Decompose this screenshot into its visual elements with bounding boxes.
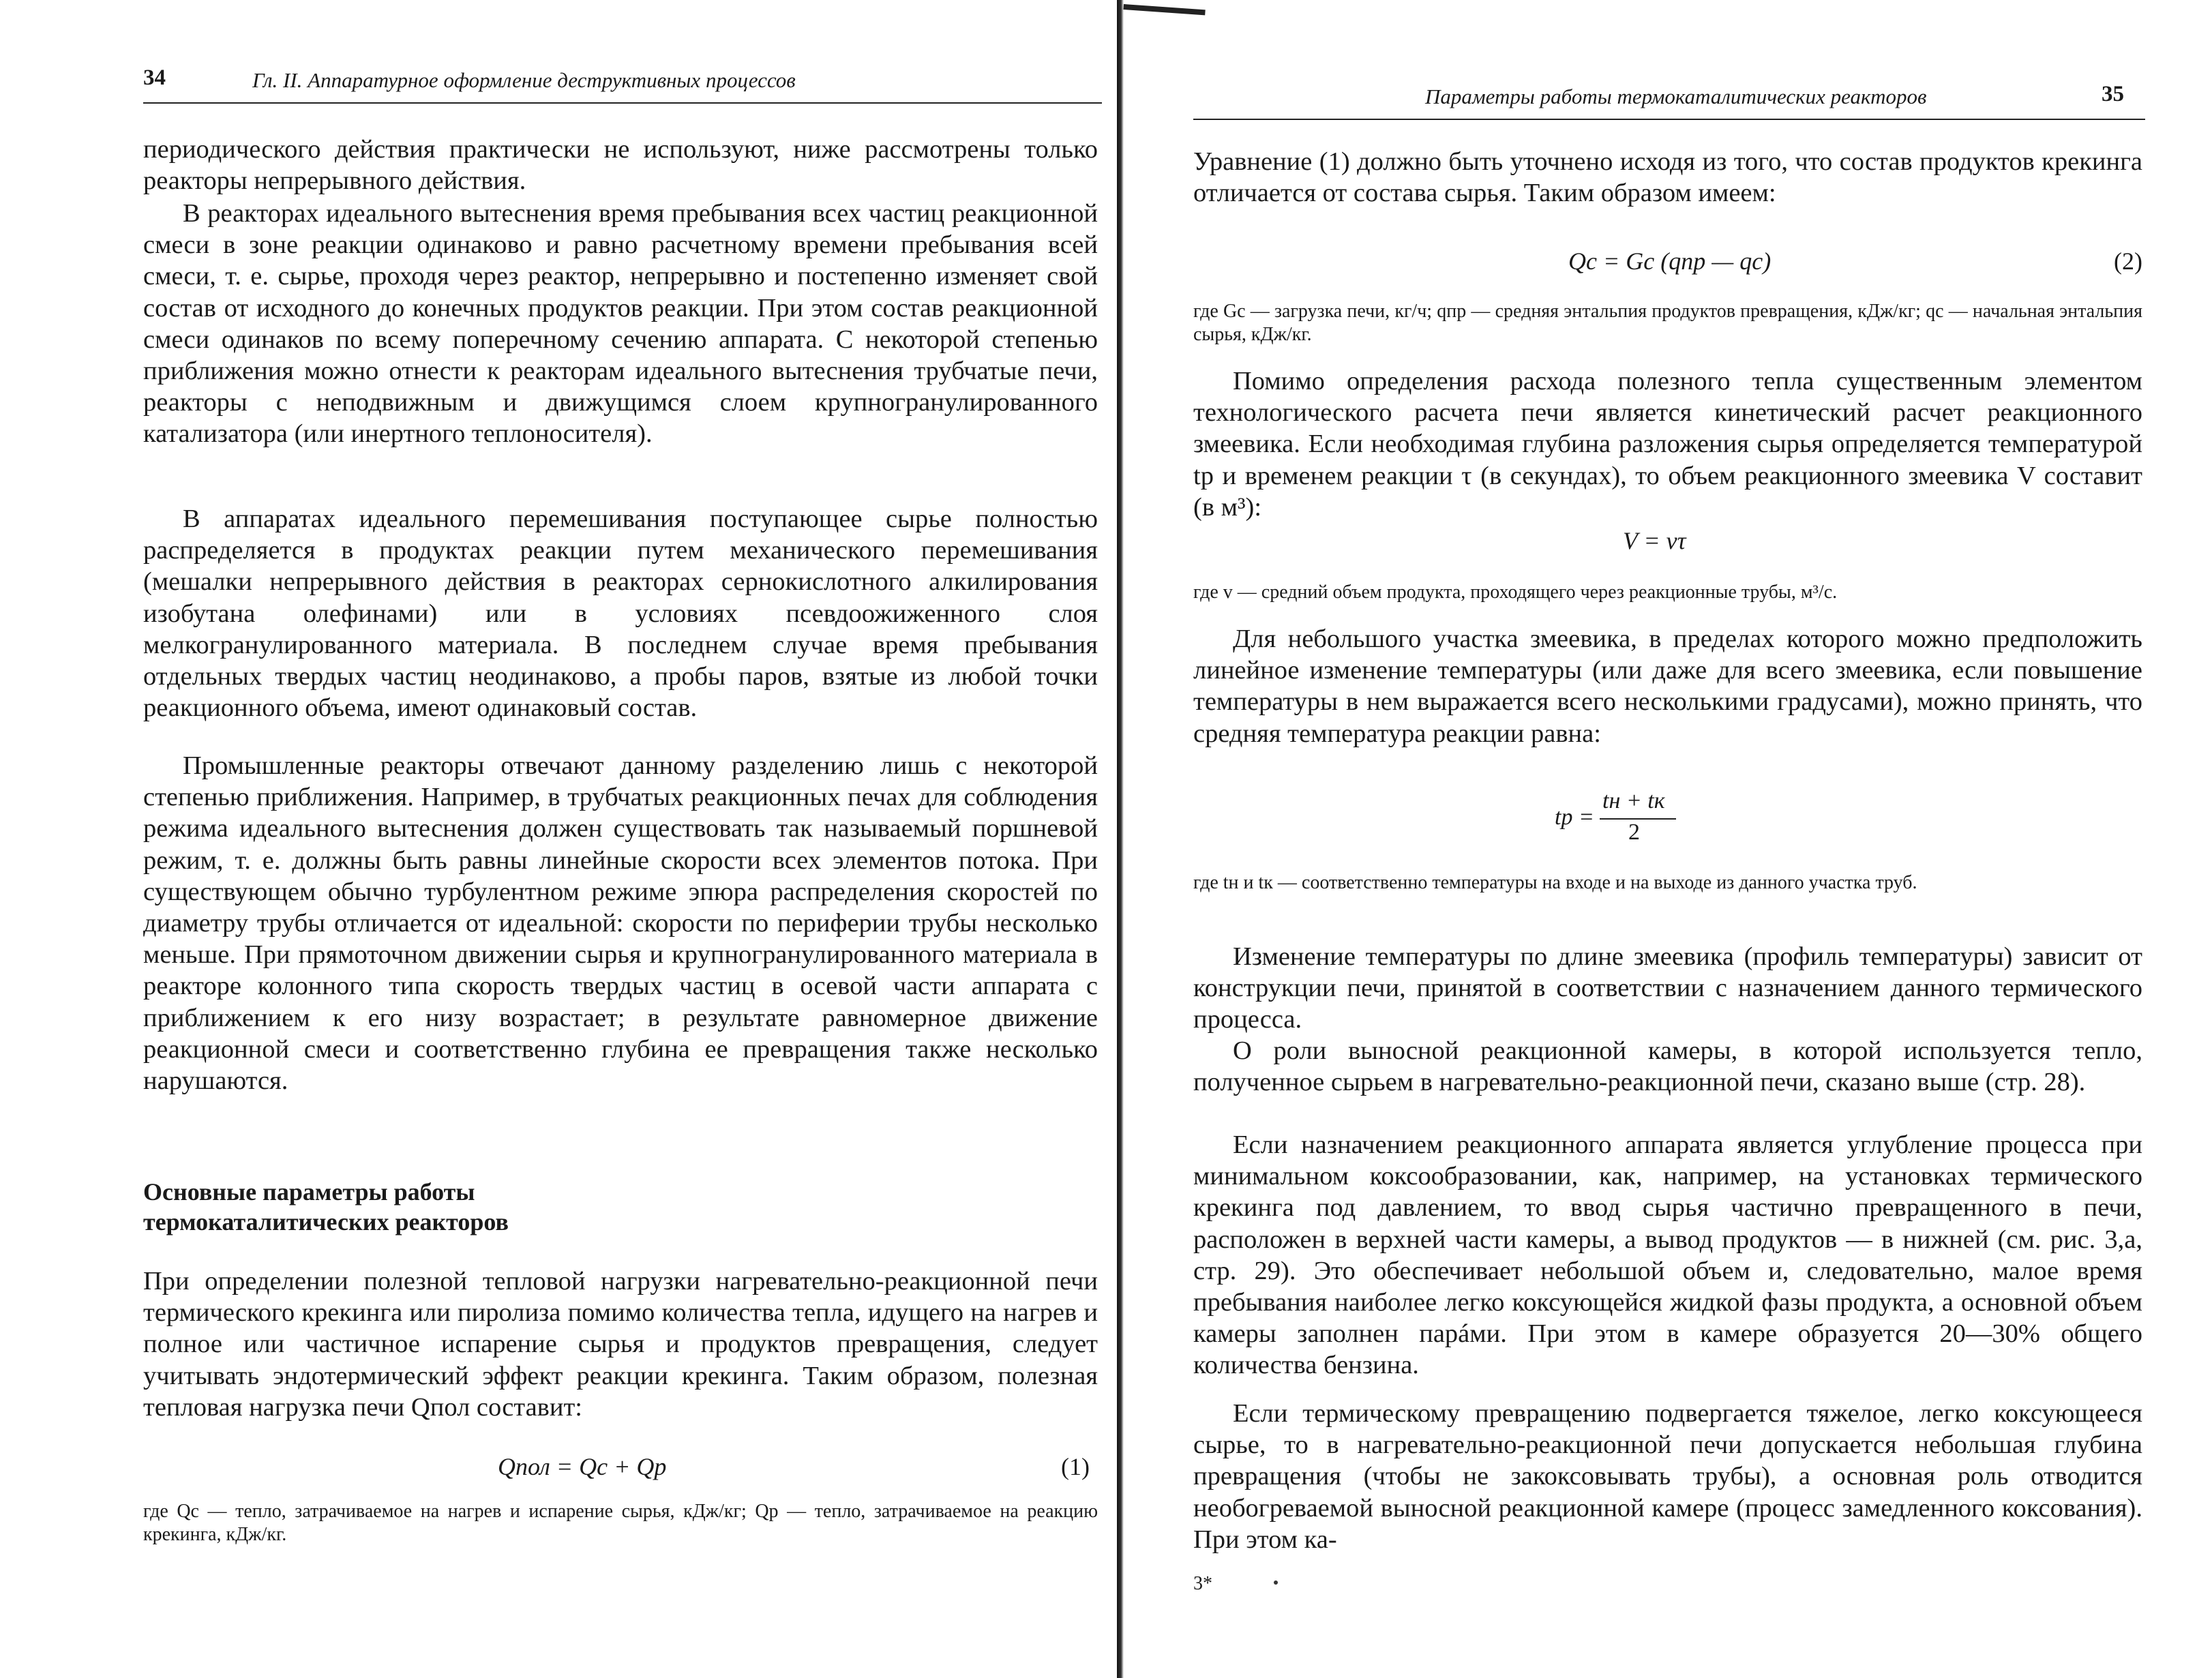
right-paragraph-5: О роли выносной реакционной камеры, в которой используется тепло, полученное сырьем в нагревательно-реакционной печи, сказано выше (стр. 28). [1193, 1036, 2142, 1097]
right-page [1105, 0, 2212, 1678]
left-paragraph-1: периодического действия практически не используют, ниже рассмотрены только реакторы непрерывного действия. [143, 135, 1098, 196]
left-running-header: Гл. II. Аппаратурное оформление деструктивных процессов [252, 68, 796, 92]
signature-mark: 3* [1193, 1573, 1212, 1594]
section-heading-line-2: термокаталитических реакторов [143, 1208, 509, 1235]
formula-2: Qс = Gс (qпр — qс) [1568, 248, 1772, 275]
right-paragraph-4: Изменение температуры по длине змеевика (профиль температуры) зависит от конструкции печи, принятой в соответствии с назначением данного термического процесса. [1193, 942, 2142, 1034]
formula-4 [1555, 788, 1691, 856]
right-paragraph-1: Уравнение (1) должно быть уточнено исходя из того, что состав продуктов крекинга отличается от состава сырья. Таким образом имеем: [1193, 147, 2142, 208]
formula-4-lhs: tр = [1555, 805, 1594, 830]
right-header-rule [1193, 119, 2145, 120]
left-page [0, 0, 1105, 1678]
right-paragraph-6: Если назначением реакционного аппарата является углубление процесса при минимальном коксообразовании, как, например, на установках термического крекинга под давлением, то ввод сырья частично превращенного в печи, расположен в верхней части камеры, а вывод продуктов — в нижней (см. рис. 3,а, стр. 29). Это обеспечивает небольшой объем и, следовательно, малое время пребывания наиболее легко коксующейся жидкой фазы продукта, а основной объем камеры заполнен парáми. При этом в камере образуется 20—30% общего количества бензина. [1193, 1130, 2142, 1380]
section-heading [143, 1177, 509, 1237]
right-page-number: 35 [2102, 82, 2124, 106]
left-page-number: 34 [143, 65, 166, 90]
speck-mark [1274, 1580, 1278, 1585]
formula-2-number: (2) [2114, 248, 2142, 275]
right-note-3: где v — средний объем продукта, проходящего через реакционные трубы, м³/с. [1193, 582, 1838, 603]
right-paragraph-2: Помимо определения расхода полезного тепла существенным элементом технологического расчета печи является кинетический расчет реакционного змеевика. Если необходимая глубина разложения сырья определяется температурой tр и временем реакции τ (в секундах), то объем реакционного змеевика V составит (в м³): [1193, 367, 2142, 522]
right-running-header: Параметры работы термокаталитических реакторов [1425, 85, 1927, 108]
section-paragraph: При определении полезной тепловой нагрузки нагревательно-реакционной печи термического крекинга или пиролиза помимо количества тепла, идущего на нагрев и полное или частичное испарение сырья и продуктов превращения, следует учитывать эндотермический эффект реакции крекинга. Таким образом, полезная тепловая нагрузка печи Qпол составит: [143, 1267, 1098, 1422]
left-note-1: где Qс — тепло, затрачиваемое на нагрев и испарение сырья, кДж/кг; Qр — тепло, затрачиваемое на реакцию крекинга, кДж/кг. [143, 1501, 1098, 1545]
section-heading-line-1: Основные параметры работы [143, 1178, 475, 1205]
left-paragraph-2: В реакторах идеального вытеснения время пребывания всех частиц реакционной смеси в зоне реакции одинаково и равно расчетному времени пребывания всей смеси, т. е. сырье, проходя через реактор, непрерывно и постепенно изменяет свой состав от исходного до конечных продуктов реакции. При этом состав реакционной смеси одинаков по всему поперечному сечению аппарата. С некоторой степенью приближения можно отнести к реакторам идеального вытеснения трубчатые печи, реакторы с неподвижным и движущимся слоем крупногранулированного катализатора (или инертного теплоносителя). [143, 199, 1098, 449]
formula-3: V = vτ [1623, 527, 1686, 554]
formula-4-numerator: tн + tк [1602, 788, 1665, 813]
left-paragraph-4: Промышленные реакторы отвечают данному разделению лишь с некоторой степенью приближения. Например, в трубчатых реакционных печах для соблюдения режима идеального вытеснения должен существовать так называемый поршневой режим, т. е. должны быть равны линейные скорости всех элементов потока. При существующем обычно турбулентном режиме эпюра распределения скоростей по диаметру трубы отличается от идеальной: скорости по периферии трубы несколько меньше. При прямоточном движении сырья и крупногранулированного материала в реакторе колонного типа скорость твердых частиц в осевой части аппарата с приближением к его низу возрастает; в результате равномерное движение реакционной смеси и соответственно глубина ее превращения также несколько нарушаются. [143, 751, 1098, 1096]
left-header-rule [143, 102, 1102, 104]
right-note-4: где tн и tк — соответственно температуры на входе и на выходе из данного участка труб. [1193, 872, 1917, 893]
formula-1: Qпол = Qс + Qр [498, 1453, 667, 1480]
right-paragraph-7: Если термическому превращению подвергается тяжелое, легко коксующееся сырье, то в нагревательно-реакционной печи допускается небольшая глубина превращения (чтобы не закоксовывать трубы), а основная роль отводится необогреваемой выносной реакционной камере (процесс замедленного коксования). При этом ка- [1193, 1399, 2142, 1554]
formula-1-number: (1) [1061, 1453, 1090, 1480]
left-paragraph-3: В аппаратах идеального перемешивания поступающее сырье полностью распределяется в продуктах реакции путем механического перемешивания (мешалки непрерывного действия в реакторах сернокислотного алкилирования изобутана олефинами) или в условиях псевдоожиженного слоя мелкогранулированного материала. В последнем случае время пребывания отдельных твердых частиц неодинаково, а пробы паров, взятые из любой точки реакционного объема, имеют одинаковый состав. [143, 505, 1098, 723]
right-paragraph-3: Для небольшого участка змеевика, в пределах которого можно предположить линейное изменение температуры (или даже для всего змеевика, если повышение температуры в нем выражается всего несколькими градусами), можно принять, что средняя температура реакции равна: [1193, 625, 2142, 748]
right-note-2: где Gс — загрузка печи, кг/ч; qпр — средняя энтальпия продуктов превращения, кДж/кг; qс — начальная энтальпия сырья, кДж/кг. [1193, 301, 2142, 345]
formula-4-denominator: 2 [1628, 820, 1640, 845]
